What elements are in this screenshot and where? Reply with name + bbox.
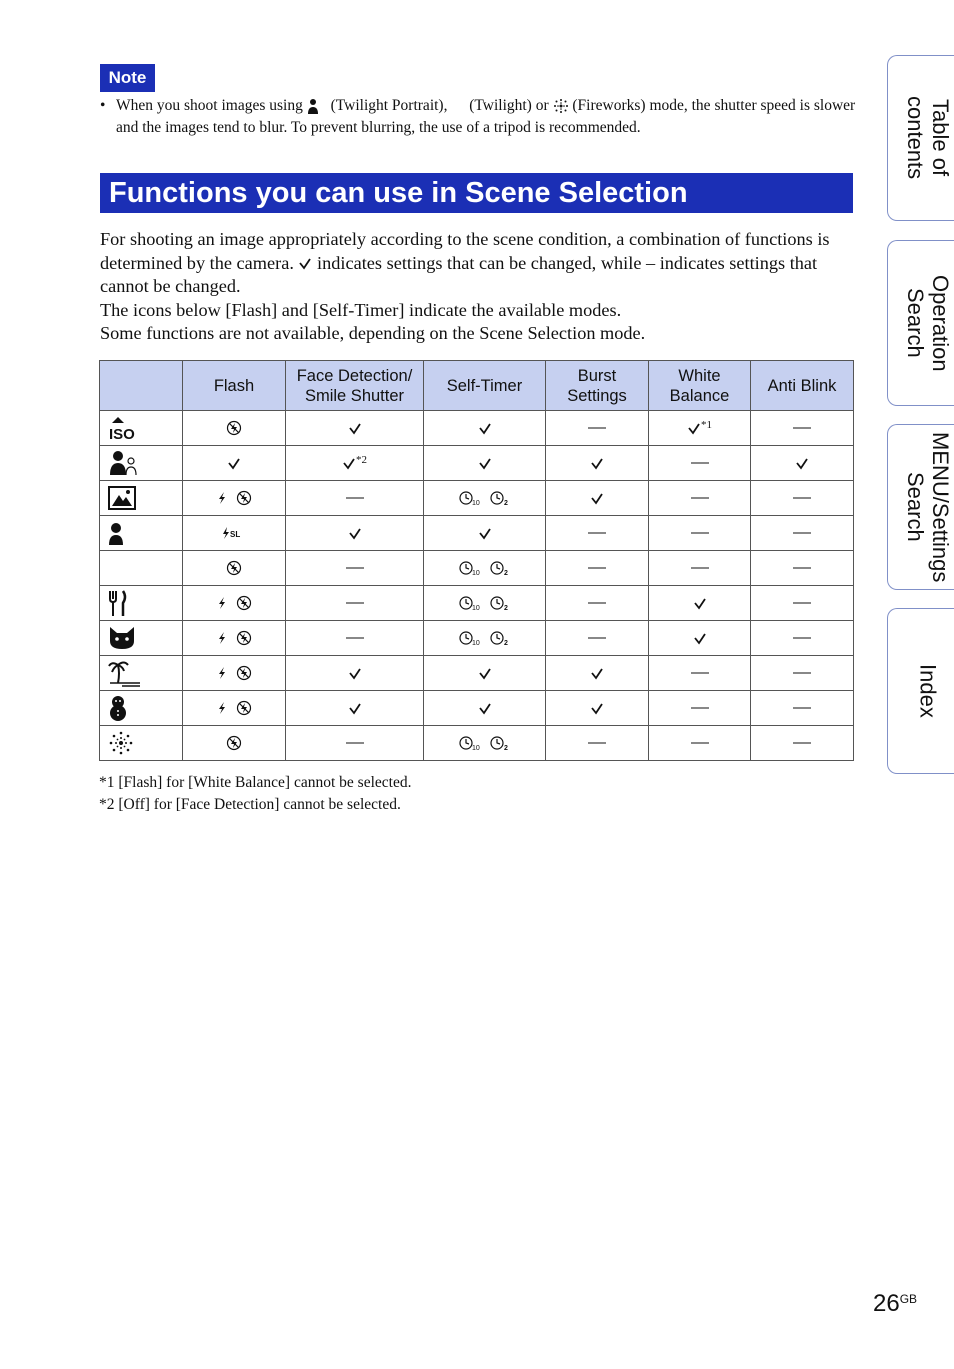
- blink-cell: [751, 586, 854, 621]
- svg-text:2: 2: [504, 640, 508, 647]
- check-icon: [478, 457, 492, 470]
- svg-text:10: 10: [472, 605, 480, 612]
- check-icon: [478, 422, 492, 435]
- table-row: [100, 586, 854, 621]
- svg-text:10: 10: [472, 745, 480, 752]
- self-timer-10s-icon: [459, 560, 481, 576]
- table-row: [100, 551, 854, 586]
- heading-text: Functions you can use in Scene Selection: [109, 177, 688, 209]
- check-icon: [795, 457, 809, 470]
- intro-p1b: indicates settings that can be changed, while – indicates settings that cannot be changed.: [100, 252, 818, 296]
- self-timer-10s-icon: [459, 595, 481, 611]
- flash-cell: [183, 481, 286, 516]
- footnote-ref: *1: [701, 419, 712, 431]
- check-icon: [590, 667, 604, 680]
- wb-cell: [649, 446, 751, 481]
- snow-icon: [108, 694, 128, 722]
- tab-table-of-contents[interactable]: [887, 55, 954, 221]
- beach-icon: [108, 659, 142, 687]
- header-timer: Self-Timer: [424, 361, 546, 411]
- svg-text:2: 2: [504, 570, 508, 577]
- gourmet-icon: [108, 589, 128, 617]
- high-sensitivity-icon: [108, 415, 138, 441]
- wb-cell: [649, 621, 751, 656]
- check-icon: [693, 597, 707, 610]
- check-icon: [348, 527, 362, 540]
- scene-cell: [100, 551, 183, 586]
- tab-label: Index: [915, 664, 941, 718]
- face-cell: [286, 411, 424, 446]
- svg-text:10: 10: [472, 640, 480, 647]
- wb-cell: [649, 586, 751, 621]
- dash-icon: [691, 566, 709, 570]
- header-wb: White Balance: [649, 361, 751, 411]
- svg-text:SL: SL: [230, 530, 241, 540]
- intro-paragraph-1: [100, 228, 860, 299]
- scene-cell: [100, 726, 183, 761]
- burst-cell: [546, 516, 649, 551]
- landscape-icon: [108, 486, 136, 510]
- functions-table: [99, 360, 854, 761]
- scene-cell: [100, 656, 183, 691]
- blink-cell: [751, 621, 854, 656]
- table-header-row: [100, 361, 854, 411]
- tab-label: Operation Search: [903, 274, 953, 372]
- burst-cell: [546, 691, 649, 726]
- timer-cell: [424, 691, 546, 726]
- note-part1: When you shoot images using: [116, 97, 303, 114]
- twilight-icon: [108, 555, 130, 581]
- timer-cell: [424, 551, 546, 586]
- face-cell: [286, 481, 424, 516]
- dash-icon: [793, 426, 811, 430]
- scene-cell: [100, 516, 183, 551]
- fireworks-icon: [108, 730, 134, 756]
- intro-paragraph-3: Some functions are not available, depending on the Scene Selection mode.: [100, 323, 646, 343]
- dash-icon: [346, 741, 364, 745]
- page-suffix: GB: [899, 1292, 918, 1306]
- burst-cell: [546, 411, 649, 446]
- flash-auto-icon: [217, 596, 227, 610]
- dash-icon: [793, 496, 811, 500]
- check-icon: [298, 257, 312, 271]
- flash-cell: [183, 586, 286, 621]
- dash-icon: [793, 601, 811, 605]
- dash-icon: [588, 741, 606, 745]
- flash-cell: [183, 621, 286, 656]
- intro-p1a: For shooting an image appropriately according to the scene condition, a combination of functions is determined by the camera.: [100, 229, 830, 273]
- table-row: [100, 411, 854, 446]
- dash-icon: [588, 426, 606, 430]
- dash-icon: [588, 601, 606, 605]
- check-icon: [478, 702, 492, 715]
- note-badge: Note: [100, 64, 155, 92]
- self-timer-2s-icon: [490, 595, 510, 611]
- footnote-2: [99, 795, 401, 815]
- intro-text: [100, 228, 860, 346]
- dash-icon: [793, 741, 811, 745]
- header-burst: Burst Settings: [546, 361, 649, 411]
- note-text: [100, 95, 860, 139]
- face-cell: [286, 516, 424, 551]
- self-timer-10s-icon: [459, 490, 481, 506]
- flash-cell: [183, 516, 286, 551]
- dash-icon: [346, 601, 364, 605]
- twilight-portrait-icon: [108, 520, 138, 546]
- flash-cell: [183, 446, 286, 481]
- face-cell: [286, 656, 424, 691]
- flash-off-icon: [236, 665, 252, 681]
- footnote-text: [Flash] for [White Balance] cannot be selected.: [118, 774, 412, 791]
- check-icon: [590, 492, 604, 505]
- svg-text:10: 10: [472, 500, 480, 507]
- dash-icon: [346, 496, 364, 500]
- scene-cell: [100, 411, 183, 446]
- flash-auto-icon: [217, 631, 227, 645]
- burst-cell: [546, 551, 649, 586]
- page-number-value: 26: [873, 1290, 900, 1317]
- dash-icon: [588, 566, 606, 570]
- wb-cell: [649, 656, 751, 691]
- wb-cell: [649, 551, 751, 586]
- table-row: [100, 726, 854, 761]
- bullet: •: [100, 97, 106, 114]
- face-cell: [286, 446, 424, 481]
- face-cell: [286, 586, 424, 621]
- blink-cell: [751, 691, 854, 726]
- header-scene: [100, 361, 183, 411]
- wb-cell: [649, 411, 751, 446]
- timer-cell: [424, 726, 546, 761]
- tab-operation-search[interactable]: [887, 240, 954, 406]
- section-heading: [100, 173, 853, 213]
- check-icon: [348, 667, 362, 680]
- footnote-1: [99, 773, 411, 793]
- note-part2: (Twilight Portrait),: [330, 97, 448, 114]
- table-row: [100, 516, 854, 551]
- scene-cell: [100, 691, 183, 726]
- wb-cell: [649, 516, 751, 551]
- intro-paragraph-2: The icons below [Flash] and [Self-Timer] indicate the available modes.: [100, 299, 622, 320]
- header-blink: Anti Blink: [751, 361, 854, 411]
- blink-cell: [751, 516, 854, 551]
- blink-cell: [751, 551, 854, 586]
- blink-cell: [751, 656, 854, 691]
- face-cell: [286, 621, 424, 656]
- tab-label: MENU/Settings Search: [903, 431, 953, 583]
- check-icon: [342, 457, 356, 470]
- flash-cell: [183, 411, 286, 446]
- flash-off-icon: [236, 595, 252, 611]
- wb-cell: [649, 691, 751, 726]
- footnote-ref: *2: [356, 454, 367, 466]
- table-row: [100, 446, 854, 481]
- scene-cell: [100, 481, 183, 516]
- table-row: [100, 621, 854, 656]
- footnote-text: [Off] for [Face Detection] cannot be selected.: [118, 796, 401, 813]
- dash-icon: [793, 531, 811, 535]
- table-row: [100, 656, 854, 691]
- header-face: Face Detection/ Smile Shutter: [286, 361, 424, 411]
- check-icon: [478, 527, 492, 540]
- self-timer-10s-icon: [459, 735, 481, 751]
- note-part4: (Fireworks) mode, the shutter speed is slower and the images tend to blur. To prevent blurring, the use of a tripod is recommended.: [116, 97, 856, 136]
- burst-cell: [546, 621, 649, 656]
- wb-cell: [649, 726, 751, 761]
- dash-icon: [588, 531, 606, 535]
- flash-off-icon: [236, 630, 252, 646]
- burst-cell: [546, 446, 649, 481]
- svg-text:ISO: ISO: [109, 426, 135, 441]
- dash-icon: [346, 566, 364, 570]
- timer-cell: [424, 586, 546, 621]
- blink-cell: [751, 481, 854, 516]
- flash-cell: [183, 656, 286, 691]
- self-timer-2s-icon: [490, 630, 510, 646]
- scene-cell: [100, 446, 183, 481]
- slow-sync-flash-icon: [222, 526, 246, 540]
- table-row: [100, 481, 854, 516]
- pet-icon: [108, 625, 136, 651]
- wb-cell: [649, 481, 751, 516]
- svg-text:2: 2: [504, 500, 508, 507]
- burst-cell: [546, 726, 649, 761]
- face-cell: [286, 551, 424, 586]
- dash-icon: [346, 636, 364, 640]
- flash-off-icon: [226, 420, 242, 436]
- check-icon: [687, 422, 701, 435]
- burst-cell: [546, 656, 649, 691]
- page-number: [873, 1290, 917, 1318]
- check-icon: [590, 702, 604, 715]
- footnote-mark: *2: [99, 796, 115, 813]
- check-icon: [478, 667, 492, 680]
- check-icon: [693, 632, 707, 645]
- flash-off-icon: [226, 560, 242, 576]
- flash-auto-icon: [217, 491, 227, 505]
- table-row: [100, 691, 854, 726]
- twilight-portrait-icon: [307, 97, 327, 115]
- burst-cell: [546, 481, 649, 516]
- dash-icon: [588, 636, 606, 640]
- twilight-icon: [451, 98, 465, 114]
- blink-cell: [751, 726, 854, 761]
- timer-cell: [424, 516, 546, 551]
- dash-icon: [691, 706, 709, 710]
- scene-cell: [100, 586, 183, 621]
- flash-off-icon: [236, 700, 252, 716]
- dash-icon: [691, 671, 709, 675]
- tab-index[interactable]: [887, 608, 954, 774]
- timer-cell: [424, 446, 546, 481]
- face-cell: [286, 726, 424, 761]
- check-icon: [227, 457, 241, 470]
- dash-icon: [691, 741, 709, 745]
- dash-icon: [793, 636, 811, 640]
- flash-cell: [183, 551, 286, 586]
- timer-cell: [424, 411, 546, 446]
- flash-off-icon: [236, 490, 252, 506]
- tab-menu-settings-search[interactable]: [887, 424, 954, 590]
- check-icon: [348, 702, 362, 715]
- blink-cell: [751, 446, 854, 481]
- tab-label: Table of contents: [903, 96, 953, 180]
- svg-text:2: 2: [504, 745, 508, 752]
- self-timer-2s-icon: [490, 560, 510, 576]
- footnote-mark: *1: [99, 774, 115, 791]
- flash-auto-icon: [217, 701, 227, 715]
- dash-icon: [793, 566, 811, 570]
- soft-snap-icon: [108, 449, 138, 477]
- fireworks-icon: [553, 98, 569, 114]
- svg-text:2: 2: [504, 605, 508, 612]
- burst-cell: [546, 586, 649, 621]
- flash-cell: [183, 691, 286, 726]
- dash-icon: [793, 671, 811, 675]
- timer-cell: [424, 481, 546, 516]
- timer-cell: [424, 656, 546, 691]
- svg-text:10: 10: [472, 570, 480, 577]
- self-timer-10s-icon: [459, 630, 481, 646]
- scene-cell: [100, 621, 183, 656]
- self-timer-2s-icon: [490, 490, 510, 506]
- timer-cell: [424, 621, 546, 656]
- self-timer-2s-icon: [490, 735, 510, 751]
- dash-icon: [691, 461, 709, 465]
- blink-cell: [751, 411, 854, 446]
- dash-icon: [793, 706, 811, 710]
- check-icon: [590, 457, 604, 470]
- header-flash: Flash: [183, 361, 286, 411]
- dash-icon: [691, 496, 709, 500]
- face-cell: [286, 691, 424, 726]
- note-part3: (Twilight) or: [469, 97, 549, 114]
- check-icon: [348, 422, 362, 435]
- flash-auto-icon: [217, 666, 227, 680]
- flash-cell: [183, 726, 286, 761]
- dash-icon: [691, 531, 709, 535]
- flash-off-icon: [226, 735, 242, 751]
